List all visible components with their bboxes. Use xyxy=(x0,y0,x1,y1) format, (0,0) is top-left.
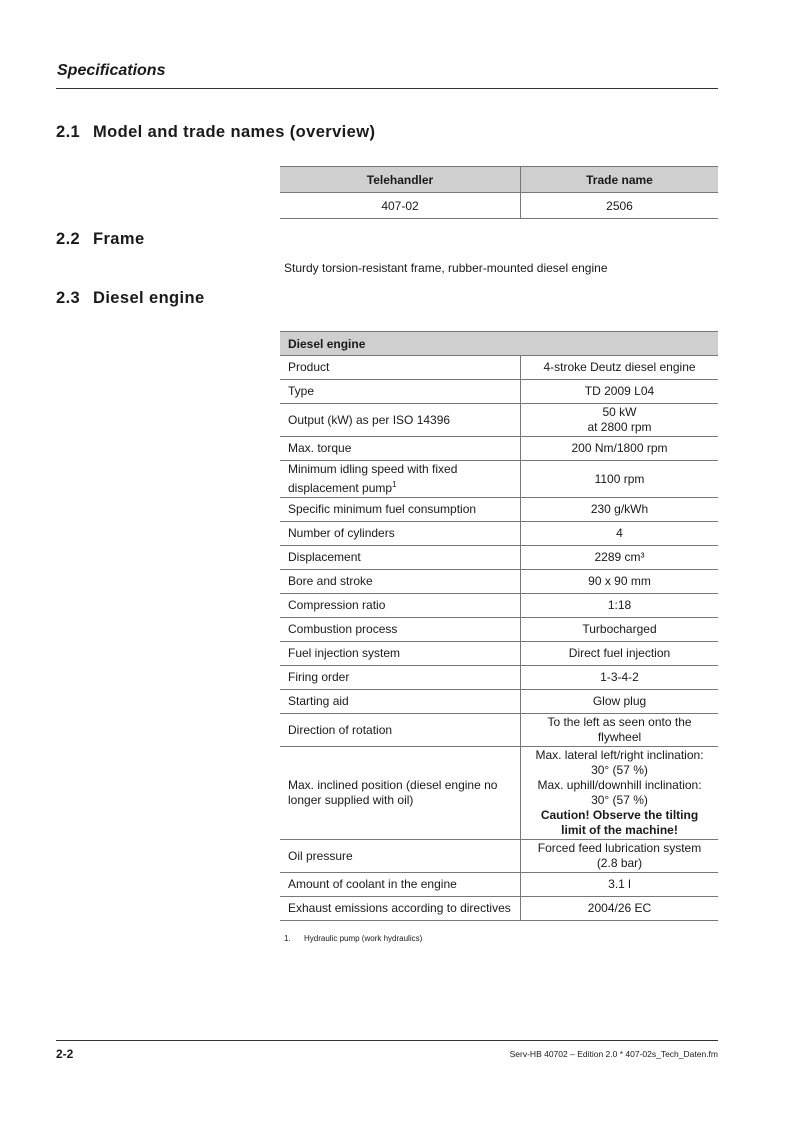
table-row xyxy=(280,594,718,618)
parameter-cell xyxy=(280,618,521,642)
parameter-cell xyxy=(280,897,521,921)
table-row xyxy=(280,747,718,840)
value-text: 200 Nm/1800 rpm xyxy=(571,441,668,455)
value-cell xyxy=(521,873,719,897)
value-cell xyxy=(521,546,719,570)
section-title: Frame xyxy=(93,230,145,248)
value-text: 90 x 90 mm xyxy=(588,574,651,588)
section-number: 2.2 xyxy=(56,230,81,248)
table-row xyxy=(280,570,718,594)
table-row xyxy=(280,666,718,690)
parameter-cell xyxy=(280,747,521,840)
parameter-cell xyxy=(280,642,521,666)
table-row xyxy=(280,618,718,642)
parameter-label: Displacement xyxy=(288,550,361,564)
parameter-cell xyxy=(280,461,521,498)
parameter-label: Exhaust emissions according to directives xyxy=(288,901,511,915)
table-row xyxy=(280,437,718,461)
value-cell xyxy=(521,570,719,594)
table-row xyxy=(280,356,718,380)
value-text: 1100 rpm xyxy=(594,471,645,486)
diesel-engine-table xyxy=(280,331,718,921)
table-row xyxy=(280,404,718,437)
footnote-number: 1. xyxy=(284,934,291,943)
header-divider xyxy=(56,88,718,89)
footnote-text: Hydraulic pump (work hydraulics) xyxy=(304,934,423,943)
parameter-label: Specific minimum fuel consumption xyxy=(288,502,477,516)
section-number: 2.1 xyxy=(56,123,81,141)
value-cell xyxy=(521,498,719,522)
table-row xyxy=(280,840,718,873)
parameter-label: Type xyxy=(288,384,315,398)
document-reference: Serv-HB 40702 – Edition 2.0 * 407-02s_Tech_Daten.fm xyxy=(509,1049,718,1059)
value-cell xyxy=(521,618,719,642)
value-cell xyxy=(521,714,719,747)
page-number: 2-2 xyxy=(56,1047,74,1061)
value-cell xyxy=(521,522,719,546)
section-heading-diesel-engine xyxy=(56,289,205,308)
parameter-label: Product xyxy=(288,360,330,374)
telehandler-cell: 407-02 xyxy=(280,193,521,219)
column-header-trade-name: Trade name xyxy=(521,167,719,193)
table-row xyxy=(280,193,718,219)
parameter-label: Output (kW) as per ISO 14396 xyxy=(288,412,451,427)
value-text: 2004/26 EC xyxy=(587,901,652,915)
value-cell xyxy=(521,840,719,873)
value-text: Direct fuel injection xyxy=(568,646,671,660)
value-cell xyxy=(521,437,719,461)
section-title: Diesel engine xyxy=(93,289,205,307)
table-header-row xyxy=(280,167,718,193)
parameter-cell xyxy=(280,404,521,437)
value-cell xyxy=(521,356,719,380)
value-text: 1-3-4-2 xyxy=(600,670,639,684)
value-text: 4-stroke Deutz diesel engine xyxy=(543,360,696,374)
caution-note: Caution! Observe the tilting limit of the machine! xyxy=(540,808,699,837)
parameter-label: Direction of rotation xyxy=(288,722,393,737)
table-row xyxy=(280,714,718,747)
parameter-cell xyxy=(280,570,521,594)
table-row xyxy=(280,873,718,897)
parameter-cell xyxy=(280,380,521,404)
parameter-label: Firing order xyxy=(288,670,350,684)
value-cell xyxy=(521,666,719,690)
engine-table-body xyxy=(280,356,718,921)
parameter-cell xyxy=(280,594,521,618)
parameter-cell xyxy=(280,356,521,380)
table-row xyxy=(280,897,718,921)
value-text: Turbocharged xyxy=(582,622,657,636)
value-text: Max. uphill/downhill inclination: 30° (57 %) xyxy=(537,778,702,807)
value-text: 2289 cm³ xyxy=(594,550,645,564)
parameter-cell xyxy=(280,873,521,897)
parameter-cell xyxy=(280,546,521,570)
parameter-label: Amount of coolant in the engine xyxy=(288,877,457,891)
value-text: TD 2009 L04 xyxy=(584,384,655,398)
column-header-telehandler: Telehandler xyxy=(280,167,521,193)
value-cell xyxy=(521,897,719,921)
value-text: 230 g/kWh xyxy=(590,502,649,516)
table-row xyxy=(280,522,718,546)
parameter-cell xyxy=(280,498,521,522)
value-text: To the left as seen onto the flywheel xyxy=(547,715,692,744)
value-text: 3.1 l xyxy=(608,877,631,891)
parameter-label: Minimum idling speed with fixed displacement pump xyxy=(288,462,458,495)
parameter-label: Starting aid xyxy=(288,694,349,708)
value-text: Glow plug xyxy=(592,694,647,708)
section-title: Model and trade names (overview) xyxy=(93,123,376,141)
parameter-cell xyxy=(280,690,521,714)
parameter-cell xyxy=(280,666,521,690)
frame-description: Sturdy torsion-resistant frame, rubber-mounted diesel engine xyxy=(284,261,608,275)
table-row xyxy=(280,642,718,666)
parameter-cell xyxy=(280,437,521,461)
table-row xyxy=(280,461,718,498)
value-cell xyxy=(521,404,719,437)
value-cell xyxy=(521,461,719,498)
parameter-label: Max. torque xyxy=(288,441,352,455)
table-row xyxy=(280,546,718,570)
value-cell xyxy=(521,747,719,840)
section-number: 2.3 xyxy=(56,289,81,307)
value-cell xyxy=(521,594,719,618)
value-text: Forced feed lubrication system (2.8 bar) xyxy=(537,841,702,870)
value-text: 4 xyxy=(616,526,623,540)
value-cell xyxy=(521,380,719,404)
trade-name-cell: 2506 xyxy=(521,193,719,219)
value-text: Max. lateral left/right inclination: 30° (57 %) xyxy=(535,748,704,777)
table-row xyxy=(280,498,718,522)
parameter-cell xyxy=(280,522,521,546)
engine-table-header: Diesel engine xyxy=(280,332,718,356)
footer-divider xyxy=(56,1040,718,1041)
parameter-label: Bore and stroke xyxy=(288,574,373,588)
parameter-cell xyxy=(280,714,521,747)
chapter-title: Specifications xyxy=(57,62,166,79)
table-row xyxy=(280,690,718,714)
parameter-label: Number of cylinders xyxy=(288,526,395,540)
parameter-cell xyxy=(280,840,521,873)
value-text: at 2800 rpm xyxy=(587,420,652,434)
parameter-label: Fuel injection system xyxy=(288,646,401,660)
section-heading-model-names xyxy=(56,123,375,142)
value-text: 1:18 xyxy=(607,598,632,612)
section-heading-frame xyxy=(56,230,145,249)
parameter-label: Combustion process xyxy=(288,622,398,636)
value-cell xyxy=(521,642,719,666)
parameter-label: Max. inclined position (diesel engine no longer supplied with oil) xyxy=(288,778,498,807)
parameter-label: Compression ratio xyxy=(288,598,386,612)
value-cell xyxy=(521,690,719,714)
parameter-label: Oil pressure xyxy=(288,848,353,863)
footnote xyxy=(284,934,422,943)
table-header-row xyxy=(280,332,718,356)
model-overview-table xyxy=(280,166,718,219)
footnote-reference: 1 xyxy=(392,480,397,489)
value-text: 50 kW xyxy=(602,405,637,419)
table-row xyxy=(280,380,718,404)
